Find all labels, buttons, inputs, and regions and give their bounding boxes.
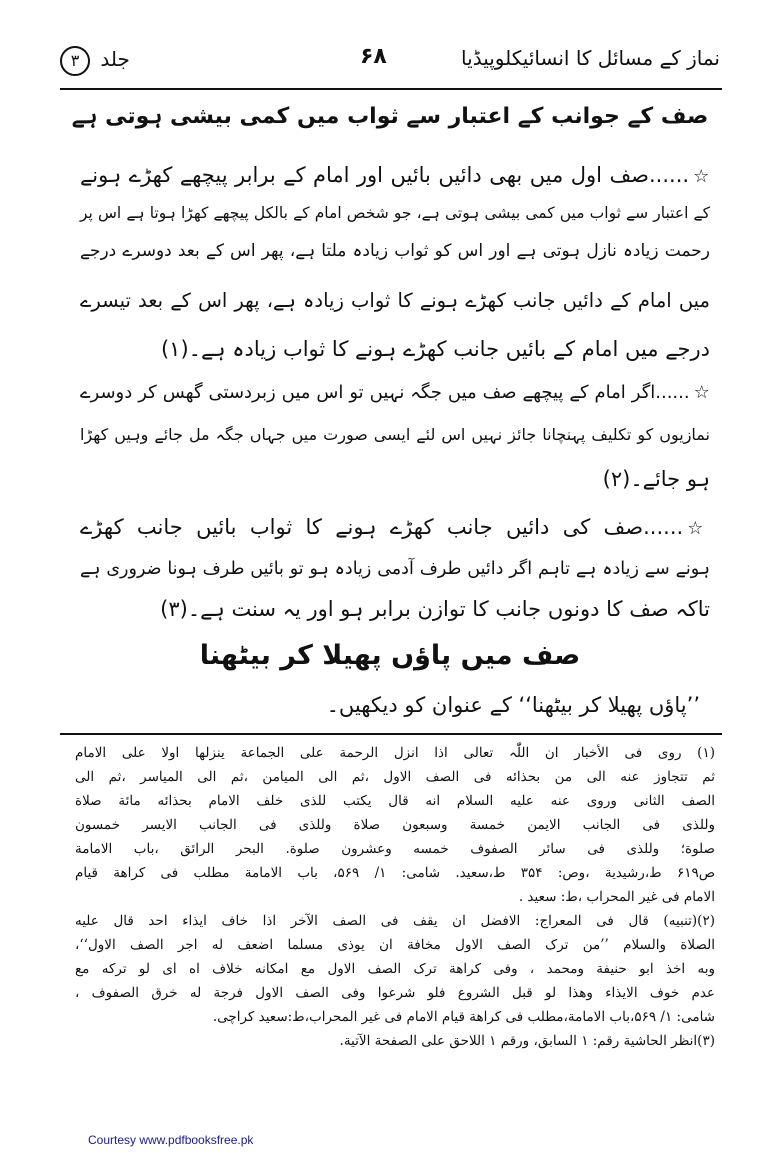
section-heading-rows: صف کے جوانب کے اعتبار سے ثواب میں کمی بیشی ہوتی ہے <box>71 104 709 129</box>
paragraph-line: ☆......اگر امام کے پیچھے صف میں جگہ نہیں تو اس میں زبردستی گھس کر دوسرے <box>80 382 710 403</box>
paragraph-line: ☆......صف کی دائیں جانب کھڑے ہونے کا ثواب بائیں جانب کھڑے <box>80 515 710 539</box>
footnote-line: وللذی فی الجانب الایمن خمسة وسبعون صلاة وللذی فی الجانب الایسر خمسون <box>75 817 715 833</box>
footnote-line: صلوة؛ وللذی فی سائر الصفوف خمسه وعشرون صلوة. البحر الرائق ،باب الامامة <box>75 841 715 857</box>
volume-number: ۳ <box>60 46 90 76</box>
footnote-line: (۳)انظر الحاشیة رقم: ۱ السابق، ورقم ۱ اللاحق علی الصفحة الآتیة. <box>339 1033 715 1049</box>
paragraph-line: کے اعتبار سے ثواب میں کمی بیشی ہوتی ہے، جو شخص امام کے بالکل پیچھے کھڑا ہوتا ہے اس پر <box>80 204 710 222</box>
paragraph-line: ☆......صف اول میں بھی دائیں بائیں اور امام کے برابر پیچھے کھڑے ہونے <box>80 163 711 187</box>
footnote-line: ص۶۱۹ ط،رشیدیة ،وص: ۳۵۴ ط،سعید. شامی: ۱/ ۵۶۹، باب الامامة مطلب فی کراهة قیام <box>75 865 716 881</box>
page-number: ۶۸ <box>360 44 387 69</box>
paragraph-line: تاکہ صف کا دونوں جانب کا توازن برابر ہو اور یہ سنت ہے۔(۳) <box>160 597 710 621</box>
volume-label <box>60 46 130 76</box>
page-header <box>60 40 720 90</box>
star-icon: ☆ <box>693 382 710 403</box>
paragraph-line: رحمت زیادہ نازل ہوتی ہے اور اس کو ثواب زیادہ ملتا ہے، پھر اس کے بعد دوسرے درجے <box>80 241 710 261</box>
star-icon: ☆ <box>687 518 710 539</box>
section-heading-feet: صف میں پاؤں پھیلا کر بیٹھنا <box>199 640 581 671</box>
footnote-line: الصف الثانی وروی عنه علیه السلام انه قال یکتب للذی خلف الامام بحذائه مائة صلاة <box>75 793 715 809</box>
footnote-line: الصلاة والسلام ’’من ترک الصف الاول مخافة ان یوذی مسلما اضعف له اجر الصف الاول‘‘، <box>75 937 715 953</box>
footnote-separator <box>60 733 722 735</box>
courtesy-link[interactable]: Courtesy www.pdfbooksfree.pk <box>88 1133 254 1147</box>
volume-word: جلد <box>100 47 130 71</box>
footnote-line: عدم خوف الایذاء وهذا لو قبل الشروع فلو شرعوا وفی الصف الاول فرجة له خرق الصفوف ، <box>75 985 715 1001</box>
paragraph-line: نمازیوں کو تکلیف پہنچانا جائز نہیں اس لئے ایسی صورت میں جہاں جگہ مل جائے وہیں کھڑا <box>80 425 710 444</box>
reference-note: ’’پاؤں پھیلا کر بیٹھنا‘‘ کے عنوان کو دیکھیں۔ <box>326 693 700 717</box>
footnote-line: وبه اخذ ابو حنیفة ومحمد ، وفی کراهة ترک الصف الاول مع امکانه خلاف اه ای لو ترکه مع <box>75 961 715 977</box>
footnote-line: ثم تتجاوز عنه الی من بحذائه فی الصف الاول ،ثم الی المیامن ،ثم الی المیاسر ،ثم الی <box>75 769 715 785</box>
footnote-line: شامی: ۱/ ۵۶۹،باب الامامة،مطلب فی کراهة قیام الامام فی غیر المحراب،ط:سعید کراچی. <box>212 1009 715 1025</box>
header-rule <box>60 88 722 90</box>
paragraph-line: ہونے سے زیادہ ہے تاہم اگر دائیں طرف آدمی زیادہ ہو تو بائیں طرف ہونا ضروری ہے <box>80 559 710 579</box>
footnote-line: الامام فی غیر المحراب ،ط: سعید . <box>518 889 715 905</box>
book-title: نماز کے مسائل کا انسائیکلوپیڈیا <box>461 46 720 70</box>
paragraph-line: ہو جائے۔(۲) <box>602 467 710 491</box>
footnote-line: (۱) روی فی الأخبار ان اللّٰہ تعالی اذا انزل الرحمة علی الجماعة ینزلها اولا علی الامام <box>75 745 715 761</box>
footnote-line: (۲)(تنبیه) قال فی المعراج: الافضل ان یقف فی الصف الآخر اذا خاف ایذاء احد قال علیه <box>75 913 715 929</box>
paragraph-line: درجے میں امام کے بائیں جانب کھڑے ہونے کا ثواب زیادہ ہے۔(۱) <box>160 337 710 361</box>
star-icon: ☆ <box>693 166 711 187</box>
paragraph-line: میں امام کے دائیں جانب کھڑے ہونے کا ثواب زیادہ ہے، پھر اس کے بعد تیسرے <box>80 289 710 312</box>
